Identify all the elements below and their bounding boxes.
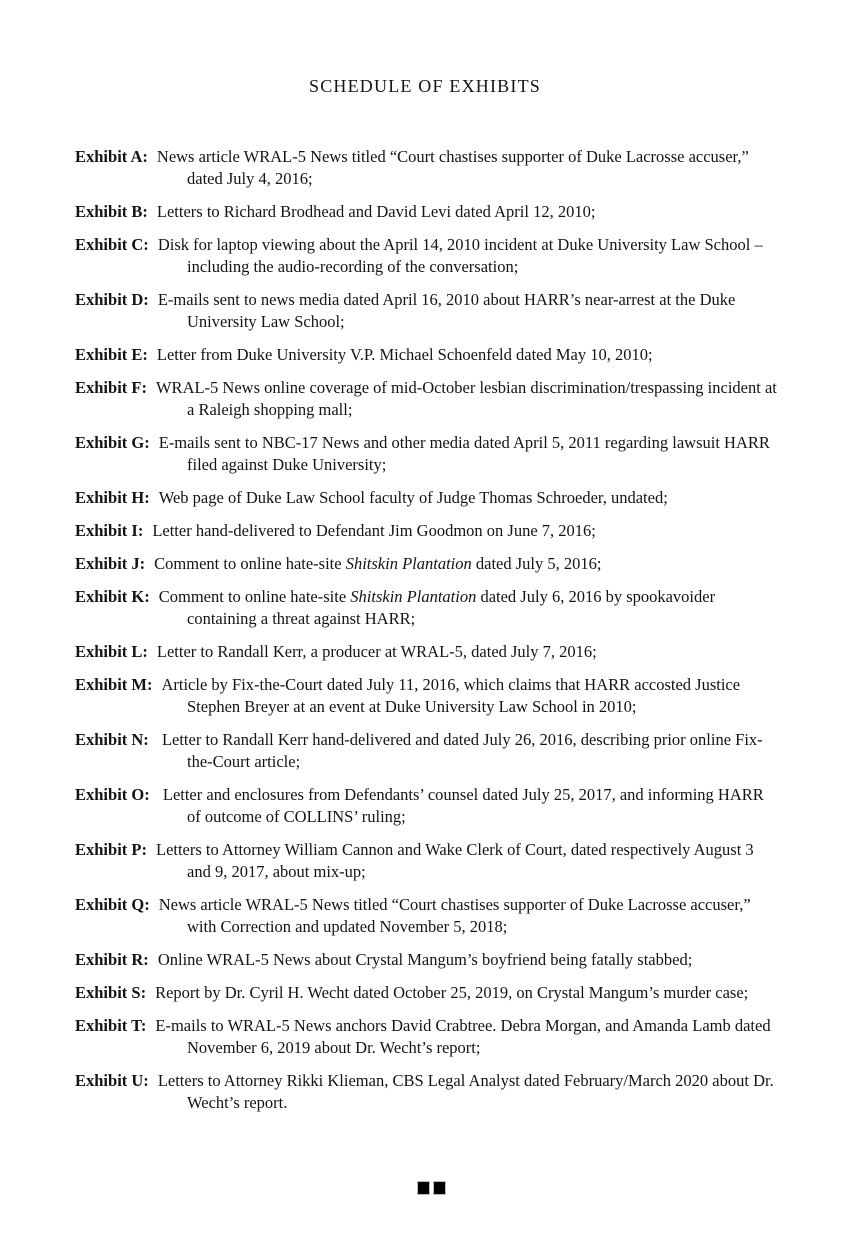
exhibit-text — [159, 587, 715, 628]
exhibit-text — [154, 554, 601, 573]
exhibit-item-u — [75, 1070, 781, 1114]
exhibit-item-l — [75, 641, 781, 663]
exhibit-text — [158, 1071, 774, 1112]
exhibit-item-s — [75, 982, 781, 1004]
page-footer — [6, 1181, 850, 1195]
exhibit-text-segment: dated July 6, 2016 by spookavoider containing a threat against HARR; — [187, 587, 716, 628]
exhibit-label: Exhibit B: — [75, 202, 148, 221]
exhibit-item-a — [75, 146, 781, 190]
exhibit-text-segment: Letter to Randall Kerr hand-delivered and dated July 26, 2016, describing prior online Fix-the-Court article; — [157, 730, 763, 771]
page-number-block-icon — [433, 1181, 446, 1195]
exhibit-item-k — [75, 586, 781, 630]
exhibit-text — [155, 983, 748, 1002]
exhibit-text-italic: Shitskin Plantation — [345, 554, 472, 573]
exhibit-label: Exhibit T: — [75, 1016, 147, 1035]
exhibit-text — [159, 785, 764, 826]
exhibit-text-italic: Shitskin Plantation — [350, 587, 477, 606]
exhibit-label: Exhibit H: — [75, 488, 150, 507]
page-number-block-icon — [417, 1181, 430, 1195]
exhibit-text — [157, 345, 653, 364]
exhibit-text — [161, 675, 740, 716]
exhibit-item-r — [75, 949, 781, 971]
exhibit-item-p — [75, 839, 781, 883]
exhibit-label: Exhibit N: — [75, 730, 149, 749]
exhibit-label: Exhibit A: — [75, 147, 148, 166]
exhibit-text — [155, 1016, 770, 1057]
exhibit-text-segment: E-mails to WRAL-5 News anchors David Crabtree. Debra Morgan, and Amanda Lamb dated November 6, 2019 about Dr. Wecht’s report; — [155, 1016, 771, 1057]
exhibit-item-e — [75, 344, 781, 366]
exhibit-label: Exhibit D: — [75, 290, 149, 309]
exhibit-text — [157, 147, 749, 188]
exhibit-label: Exhibit U: — [75, 1071, 149, 1090]
exhibit-label: Exhibit S: — [75, 983, 147, 1002]
exhibit-text-segment: Online WRAL-5 News about Crystal Mangum’s boyfriend being fatally stabbed; — [157, 950, 693, 969]
exhibit-text-segment: Letters to Attorney William Cannon and Wake Clerk of Court, dated respectively August 3 and 9, 2017, about mix-up; — [155, 840, 754, 881]
exhibit-text — [152, 521, 596, 540]
exhibit-item-n — [75, 729, 781, 773]
exhibit-text — [159, 433, 770, 474]
exhibit-item-d — [75, 289, 781, 333]
exhibit-text-segment: Report by Dr. Cyril H. Wecht dated October 25, 2019, on Crystal Mangum’s murder case; — [155, 983, 749, 1002]
exhibit-item-o — [75, 784, 781, 828]
exhibit-text-segment: Letters to Richard Brodhead and David Levi dated April 12, 2010; — [156, 202, 596, 221]
exhibit-label: Exhibit C: — [75, 235, 149, 254]
exhibit-text-segment: E-mails sent to NBC-17 News and other media dated April 5, 2011 regarding lawsuit HARR filed against Duke University; — [158, 433, 770, 474]
exhibit-text-segment: Web page of Duke Law School faculty of Judge Thomas Schroeder, undated; — [158, 488, 668, 507]
exhibit-text-segment: Letters to Attorney Rikki Klieman, CBS Legal Analyst dated February/March 2020 about Dr. Wecht’s report. — [157, 1071, 774, 1112]
exhibit-label: Exhibit O: — [75, 785, 150, 804]
exhibit-label: Exhibit R: — [75, 950, 149, 969]
exhibit-text — [156, 378, 777, 419]
exhibit-text — [158, 730, 763, 771]
exhibit-label: Exhibit Q: — [75, 895, 150, 914]
exhibit-text-segment: Comment to online hate-site — [158, 587, 351, 606]
exhibit-item-f — [75, 377, 781, 421]
exhibit-label: Exhibit L: — [75, 642, 148, 661]
exhibit-item-m — [75, 674, 781, 718]
exhibit-text — [157, 642, 597, 661]
exhibit-text — [159, 895, 751, 936]
exhibit-text-segment: Comment to online hate-site — [154, 554, 346, 573]
exhibit-item-h — [75, 487, 781, 509]
exhibit-text-segment: Letter and enclosures from Defendants’ counsel dated July 25, 2017, and informing HARR of outcome of COLLINS’ ruling; — [158, 785, 764, 826]
exhibit-text-segment: dated July 5, 2016; — [471, 554, 602, 573]
exhibit-label: Exhibit K: — [75, 587, 150, 606]
exhibit-label: Exhibit P: — [75, 840, 147, 859]
exhibit-text — [158, 290, 736, 331]
exhibit-text-segment: Letter from Duke University V.P. Michael Schoenfeld dated May 10, 2010; — [156, 345, 653, 364]
exhibit-label: Exhibit I: — [75, 521, 144, 540]
exhibit-item-t — [75, 1015, 781, 1059]
exhibit-item-b — [75, 201, 781, 223]
exhibit-label: Exhibit E: — [75, 345, 148, 364]
exhibit-item-j — [75, 553, 781, 575]
exhibit-text — [156, 840, 754, 881]
exhibit-label: Exhibit F: — [75, 378, 147, 397]
exhibit-item-g — [75, 432, 781, 476]
exhibit-text-segment: WRAL-5 News online coverage of mid-October lesbian discrimination/trespassing incident at a Raleigh shopping mall; — [155, 378, 777, 419]
exhibit-label: Exhibit M: — [75, 675, 153, 694]
exhibit-item-i — [75, 520, 781, 542]
exhibit-item-c — [75, 234, 781, 278]
exhibit-text — [158, 950, 692, 969]
exhibit-label: Exhibit J: — [75, 554, 146, 573]
exhibit-item-q — [75, 894, 781, 938]
exhibit-text-segment: E-mails sent to news media dated April 16, 2010 about HARR’s near-arrest at the Duke University Law School; — [157, 290, 736, 331]
exhibit-text — [158, 235, 763, 276]
exhibit-text-segment: Disk for laptop viewing about the April 14, 2010 incident at Duke University Law School – including the audio-recording of the conversation; — [157, 235, 763, 276]
exhibit-text-segment: Letter hand-delivered to Defendant Jim Goodmon on June 7, 2016; — [152, 521, 596, 540]
exhibit-text-segment: News article WRAL-5 News titled “Court chastises supporter of Duke Lacrosse accuser,” dated July 4, 2016; — [156, 147, 749, 188]
exhibit-list — [0, 146, 850, 1114]
exhibit-text — [159, 488, 668, 507]
exhibit-text-segment: News article WRAL-5 News titled “Court chastises supporter of Duke Lacrosse accuser,” with Correction and updated November 5, 2018; — [158, 895, 751, 936]
exhibit-text-segment: Letter to Randall Kerr, a producer at WRAL-5, dated July 7, 2016; — [156, 642, 597, 661]
exhibit-text — [157, 202, 596, 221]
exhibit-text-segment: Article by Fix-the-Court dated July 11, 2016, which claims that HARR accosted Justice Stephen Breyer at an event at Duke University Law School in 2010; — [161, 675, 741, 716]
exhibit-label: Exhibit G: — [75, 433, 150, 452]
document-title: SCHEDULE OF EXHIBITS — [308, 76, 541, 96]
